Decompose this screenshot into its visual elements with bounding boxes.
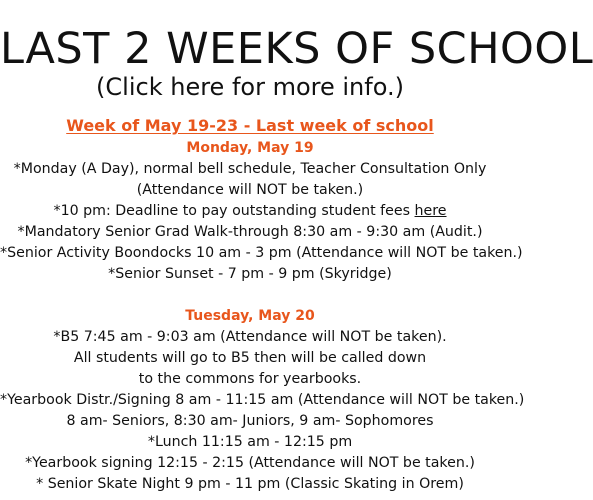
week-heading-link[interactable]: Week of May 19-23 - Last week of school [66,116,434,135]
schedule-item: *Senior Sunset - 7 pm - 9 pm (Skyridge) [108,266,392,282]
schedule-item: *B5 7:45 am - 9:03 am (Attendance will NOT be taken). [53,329,447,345]
schedule-item: All students will go to B5 then will be called down [73,350,427,366]
schedule-item: 8 am- Seniors, 8:30 am- Juniors, 9 am- Sophomores [66,413,434,429]
day-heading-tuesday: Tuesday, May 20 [185,308,315,324]
schedule-item: *Yearbook signing 12:15 - 2:15 (Attendance will NOT be taken.) [25,455,475,471]
schedule-item: *Lunch 11:15 am - 12:15 pm [147,434,353,450]
schedule-item: *Senior Activity Boondocks 10 am - 3 pm (Attendance will NOT be taken.) [0,245,523,261]
schedule-item: to the commons for yearbooks. [138,371,362,387]
schedule-item: (Attendance will NOT be taken.) [136,182,364,198]
schedule-item-fees [0,204,500,218]
pay-fees-link[interactable]: here [414,203,447,219]
schedule-item: *Yearbook Distr./Signing 8 am - 11:15 am (Attendance will NOT be taken.) [0,392,525,408]
schedule-item: *Monday (A Day), normal bell schedule, Teacher Consultation Only [13,161,487,177]
fees-deadline-text: *10 pm: Deadline to pay outstanding student fees [53,203,411,219]
more-info-link[interactable]: (Click here for more info.) [96,73,404,101]
page-title: LAST 2 WEEKS OF SCHOOL [0,24,593,74]
schedule-item: * Senior Skate Night 9 pm - 11 pm (Classic Skating in Orem) [36,476,464,492]
schedule-item: *Mandatory Senior Grad Walk-through 8:30 am - 9:30 am (Audit.) [17,224,483,240]
day-heading-monday: Monday, May 19 [186,140,314,156]
